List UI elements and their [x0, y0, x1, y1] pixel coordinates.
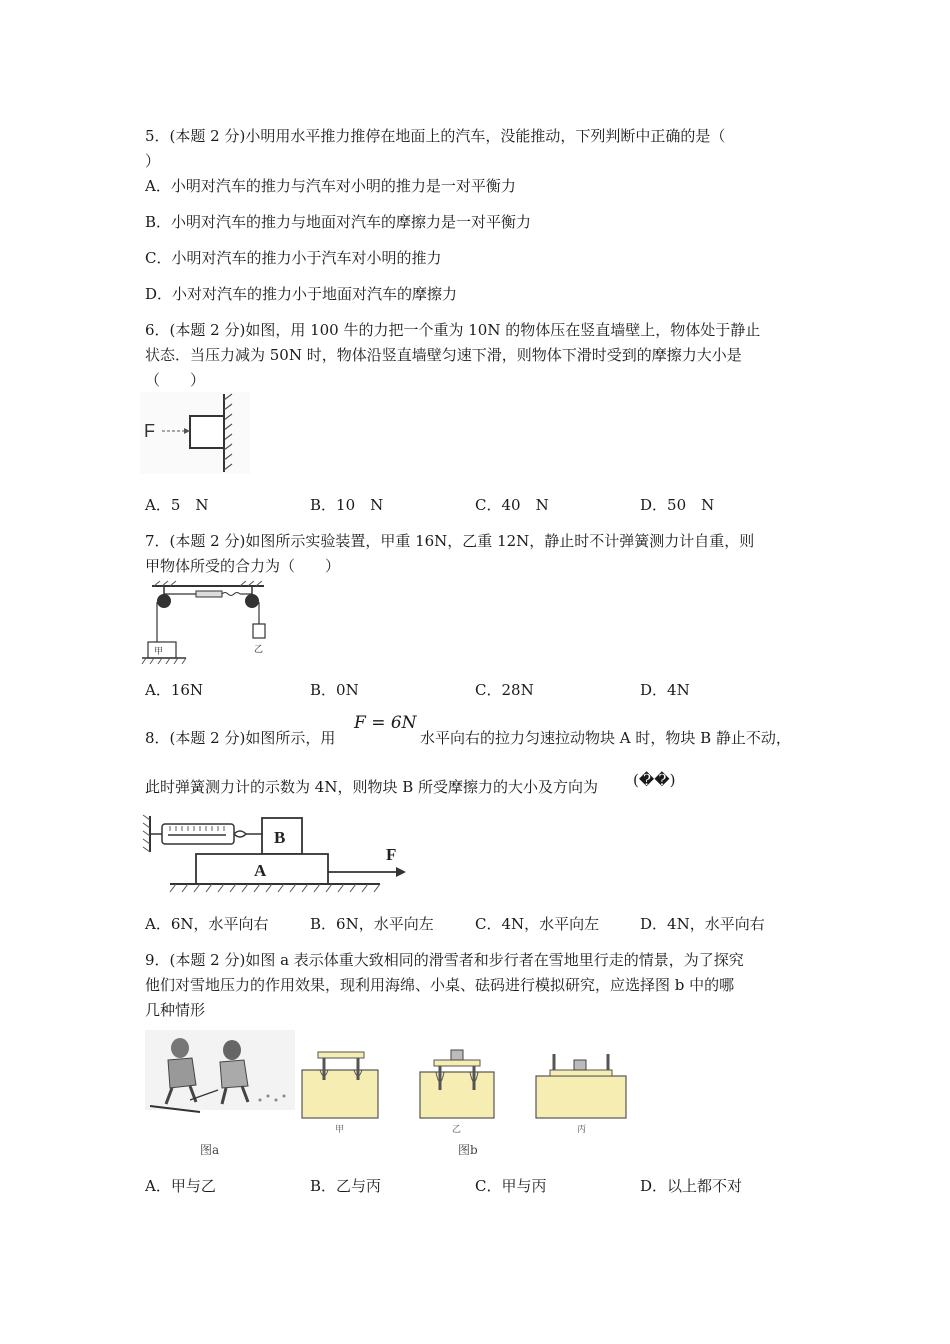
- q6-stem-line2: 状态．当压力减为 50N 时，物体沿竖直墙壁匀速下滑，则物体下滑时受到的摩擦力大小是: [145, 346, 742, 364]
- q9-stem-line3: 几种情形: [145, 1001, 206, 1019]
- q9-figure-a-skier-walker: [145, 1030, 295, 1112]
- q7-block-yi: [253, 624, 265, 638]
- q8-formula: F = 6N: [354, 713, 417, 733]
- q5-option-d: D．小对对汽车的推力小于地面对汽车的摩擦力: [145, 285, 458, 303]
- q9-fig-b-caption: 图b: [458, 1143, 478, 1157]
- q6-option-a: A．5 N: [145, 496, 209, 514]
- q8-option-a: A．6N，水平向右: [145, 915, 269, 933]
- q9-option-b: B．乙与丙: [310, 1177, 382, 1195]
- q8-fig-label-f: F: [386, 845, 397, 864]
- q8-stem-part1: 8．(本题 2 分)如图所示，用: [145, 729, 336, 747]
- q6-stem-line3: （ ）: [145, 371, 206, 389]
- q5-option-a: A．小明对汽车的推力与汽车对小明的推力是一对平衡力: [145, 177, 516, 195]
- q7-option-c: C．28N: [475, 681, 534, 699]
- q8-stem-part2: 水平向右的拉力匀速拉动物块 A 时，物块 B 静止不动，: [420, 729, 791, 747]
- q6-stem-line1: 6．(本题 2 分)如图，用 100 牛的力把一个重为 10N 的物体压在竖直墙壁上，物体处于静止: [145, 321, 761, 339]
- q5-stem-line2: ）: [145, 152, 161, 170]
- q9-figure-b-yi: [420, 1050, 494, 1118]
- q9-option-d: D．以上都不对: [640, 1177, 743, 1195]
- q8-option-b: B．6N，水平向左: [310, 915, 434, 933]
- q6-option-d: D．50 N: [640, 496, 715, 514]
- q6-option-c: C．40 N: [475, 496, 549, 514]
- q8-option-c: C．4N，水平向左: [475, 915, 600, 933]
- q8-option-d: D．4N，水平向右: [640, 915, 765, 933]
- q8-fig-label-a: A: [254, 861, 267, 880]
- q7-fig-label-yi: 乙: [254, 645, 264, 655]
- q6-option-b: B．10 N: [310, 496, 384, 514]
- q7-pulley-figure: [140, 580, 280, 666]
- q7-option-a: A．16N: [145, 681, 204, 699]
- q5-stem-line1: 5．(本题 2 分)小明用水平推力推停在地面上的汽车，没能推动，下列判断中正确的是（: [145, 127, 726, 145]
- q9-figure-b-jia: [302, 1052, 378, 1118]
- q7-option-d: D．4N: [640, 681, 690, 699]
- q8-spring-scale: [162, 824, 234, 844]
- q7-stem-line1: 7．(本题 2 分)如图所示实验装置，甲重 16N，乙重 12N，静止时不计弹簧测力计自重，则: [145, 532, 755, 550]
- q7-stem-line2: 甲物体所受的合力为（ ）: [145, 557, 341, 575]
- q9-fig-b-label-jia: 甲: [335, 1125, 345, 1135]
- q9-fig-a-caption: 图a: [200, 1143, 220, 1157]
- q9-fig-b-label-yi: 乙: [452, 1125, 462, 1135]
- q5-option-c: C．小明对汽车的推力小于汽车对小明的推力: [145, 249, 442, 267]
- q5-option-b: B．小明对汽车的推力与地面对汽车的摩擦力是一对平衡力: [145, 213, 532, 231]
- q9-option-c: C．甲与丙: [475, 1177, 547, 1195]
- q8-stem-line2: 此时弹簧测力计的示数为 4N，则物块 B 所受摩擦力的大小及方向为: [145, 778, 598, 796]
- q6-block: [190, 416, 224, 448]
- q8-fig-label-b: B: [274, 828, 286, 847]
- q9-figure-b-bing: [536, 1054, 626, 1118]
- q9-figures: [140, 1030, 640, 1160]
- q8-stem-tail: (��): [633, 771, 676, 789]
- q7-fig-label-jia: 甲: [154, 647, 164, 657]
- q9-fig-b-label-bing: 丙: [577, 1125, 587, 1135]
- q9-stem-line1: 9．(本题 2 分)如图 a 表示体重大致相同的滑雪者和步行者在雪地里行走的情景，为了探究: [145, 951, 744, 969]
- q9-stem-line2: 他们对雪地压力的作用效果，现利用海绵、小桌、砝码进行模拟研究，应选择图 b 中的哪: [145, 976, 735, 994]
- q9-option-a: A．甲与乙: [145, 1177, 216, 1195]
- q6-wall-figure: [140, 392, 250, 474]
- q8-friction-figure: [140, 812, 410, 902]
- q7-option-b: B．0N: [310, 681, 359, 699]
- q6-fig-label-f: F: [144, 421, 155, 441]
